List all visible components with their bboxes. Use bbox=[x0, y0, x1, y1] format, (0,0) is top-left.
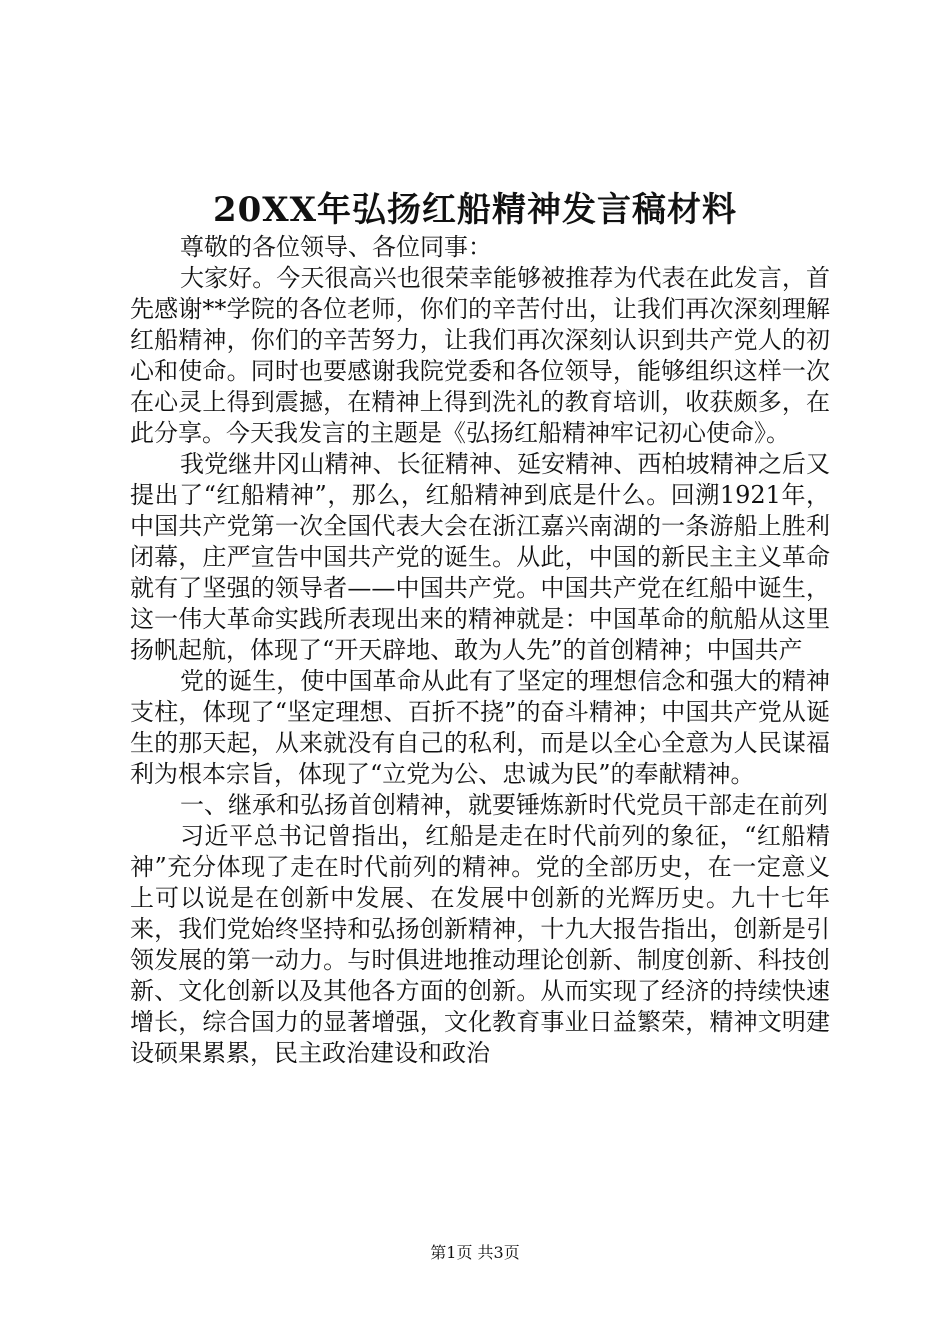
salutation-paragraph: 尊敬的各位领导、各位同事： bbox=[180, 233, 492, 261]
page-footer: 第1页 共3页 bbox=[430, 1243, 520, 1262]
body-paragraph: 党的诞生，使中国革命从此有了坚定的理想信念和强大的精神支柱，体现了“坚定理想、百折不挠”的奋斗精神；中国共产党从诞生的那天起，从来就没有自己的私利，而是以全心全意为人民谋福利为根本宗旨，体现了“立党为公、忠诚为民”的奉献精神。 bbox=[130, 667, 830, 788]
document-body bbox=[130, 232, 830, 1069]
body-paragraph: 我党继井冈山精神、长征精神、延安精神、西柏坡精神之后又提出了“红船精神”，那么，红船精神到底是什么。回溯1921年，中国共产党第一次全国代表大会在浙江嘉兴南湖的一条游船上胜利闭幕，庄严宣告中国共产党的诞生。从此，中国的新民主主义革命就有了坚强的领导者——中国共产党。中国共产党在红船中诞生，这一伟大革命实践所表现出来的精神就是：中国革命的航船从这里扬帆起航，体现了“开天辟地、敢为人先”的首创精神；中国共产 bbox=[130, 450, 830, 664]
body-paragraph: 习近平总书记曾指出，红船是走在时代前列的象征，“红船精神”充分体现了走在时代前列的精神。党的全部历史，在一定意义上可以说是在创新中发展、在发展中创新的光辉历史。九十七年来，我们党始终坚持和弘扬创新精神，十九大报告指出，创新是引领发展的第一动力。与时俱进地推动理论创新、制度创新、科技创新、文化创新以及其他各方面的创新。从而实现了经济的持续快速增长，综合国力的显著增强，文化教育事业日益繁荣，精神文明建设硕果累累，民主政治建设和政治 bbox=[130, 822, 830, 1067]
body-paragraph: 大家好。今天很高兴也很荣幸能够被推荐为代表在此发言，首先感谢**学院的各位老师，你们的辛苦付出，让我们再次深刻理解红船精神，你们的辛苦努力，让我们再次深刻认识到共产党人的初心和使命。同时也要感谢我院党委和各位领导，能够组织这样一次在心灵上得到震撼，在精神上得到洗礼的教育培训，收获颇多，在此分享。今天我发言的主题是《弘扬红船精神牢记初心使命》。 bbox=[130, 264, 830, 447]
document-title: 20XX年弘扬红船精神发言稿材料 bbox=[212, 190, 738, 230]
section-heading: 一、继承和弘扬首创精神，就要锤炼新时代党员干部走在前列 bbox=[180, 791, 828, 819]
